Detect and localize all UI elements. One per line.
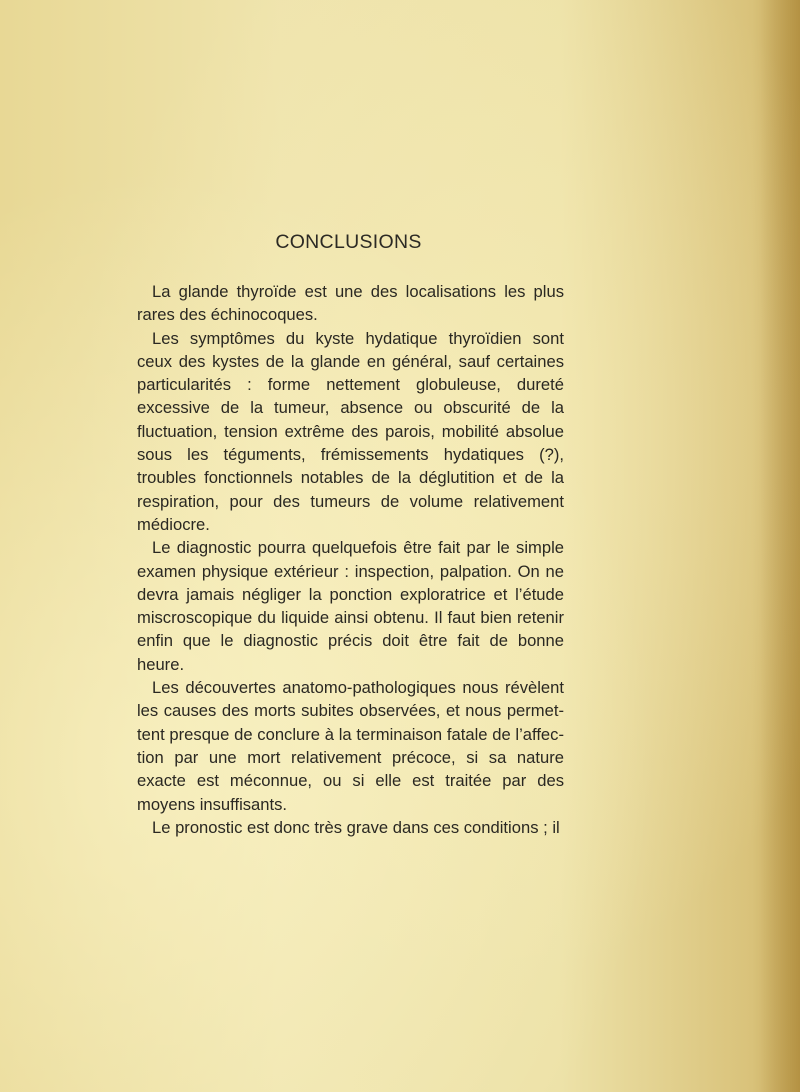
body-text (137, 280, 564, 839)
paragraph: La glande thyroïde est une des localisations les plus rares des échinocoques. (137, 282, 564, 325)
paragraph: Les découvertes anatomo-pathologiques nous révèlent les causes des morts subites observées, et nous permettent presque de conclure à la terminaison fatale de l’affection par une mort relativement précoce, si sa nature exacte est méconnue, ou si elle est traitée par des moyens insuffisants. (137, 678, 564, 814)
paragraph: Le pronostic est donc très grave dans ces conditions ; il (152, 817, 560, 837)
paragraph: Les symptômes du kyste hydatique thyroïdien sont ceux des kystes de la glande en général, sauf certaines particularités : forme nettement globuleuse, dureté excessive de la tumeur, absence ou obscurité de la fluctuation, tension extrême des parois, mobilité absolue sous les téguments, frémissements hydatiques (?), troubles fonctionnels notables de la déglutition et de la respiration, pour des tumeurs de volume relativement médiocre. (137, 328, 564, 534)
page-heading: CONCLUSIONS (275, 231, 422, 253)
paragraph: Le diagnostic pourra quelquefois être fait par le simple examen physique extérieur : inspection, palpation. On ne devra jamais négliger la ponction exploratrice et l’étude miscroscopique du liquide ainsi obtenu. Il faut bien retenir enfin que le diagnostic précis doit être fait de bonne heure. (137, 538, 564, 674)
